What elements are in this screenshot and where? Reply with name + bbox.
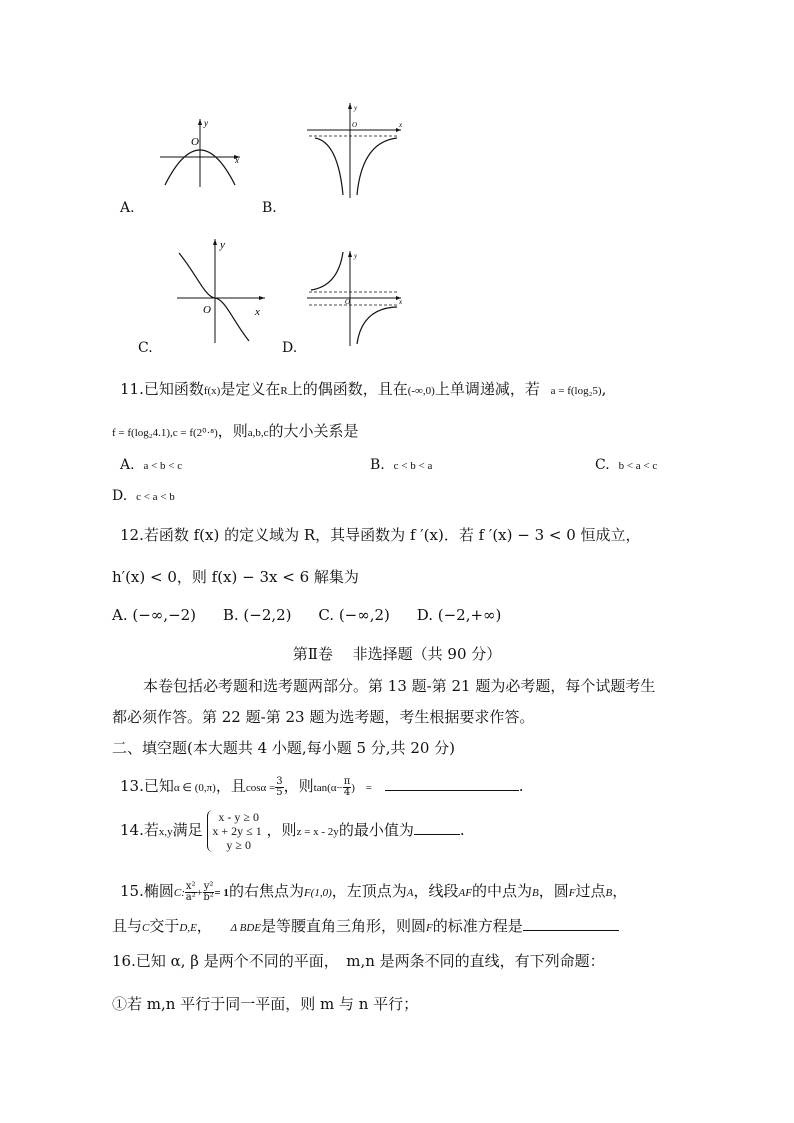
part2-intro-line1: 本卷包括必考题和选考题两部分。第 13 题-第 21 题为必考题，每个试题考生 [143, 677, 656, 695]
q14: 14.若x,y满足 x - y ≥ 0 x + 2y ≤ 1 y ≥ 0 ，则z = x - 2y的最小值为 . [120, 810, 465, 852]
graph-b-label: B. [262, 200, 277, 216]
graph-b-y-label: y [354, 104, 358, 112]
q15-line2: 且与C交于D,E， Δ BDE是等腰直角三角形，则圆F的标准方程是 [112, 915, 619, 936]
q16-line1: 16.已知 α, β 是两个不同的平面， m,n 是两条不同的直线，有下列命题： [112, 952, 605, 970]
section-heading: 二、填空题(本大题共 4 小题,每小题 5 分,共 20 分) [112, 739, 456, 757]
graph-a-label: A. [120, 200, 135, 216]
q11-line2: f = f(log₂4.1),c = f(2⁰·⁸)，则a,b,c的大小关系是 [112, 422, 359, 440]
q11-option-a: A. a < b < c [120, 457, 183, 473]
q12-options [112, 606, 501, 624]
graph-c [175, 235, 270, 345]
part2-title: 第Ⅱ卷 非选择题（共 90 分） [292, 645, 502, 663]
q13: 13.已知α ∈ (0,π)，且cosα = $\frac{3}{5}$ ，则tan(α− $\frac{\pi}{4}$ ) = . [120, 775, 524, 798]
q12-option-b: B. (−2,2) [222, 606, 292, 624]
q11-option-c: C. b < a < c [595, 457, 658, 473]
graph-d-x-label: x [399, 298, 403, 306]
q12-option-c: C. (−∞,2) [318, 606, 390, 624]
q11-option-b: B. c < b < a [370, 457, 433, 473]
q15-answer-blank[interactable] [523, 916, 619, 931]
graph-d-label: D. [282, 340, 298, 356]
q11-line1: 11.已知函数f(x)是定义在R上的偶函数，且在(-∞,0)上单调递减，若 a = f(log₂5), [120, 380, 607, 398]
graph-d-origin-label: O [345, 298, 351, 306]
q14-constraint-system: x - y ≥ 0 x + 2y ≤ 1 y ≥ 0 [207, 810, 261, 852]
graph-c-origin-label: O [203, 304, 211, 316]
graph-a-y-label: y [204, 118, 208, 128]
graph-b-x-label: x [399, 121, 403, 129]
q15-line1: 15.椭圆C: $\frac{\text{x²}}{\text{a²}}$ + $\frac{\text{y²}}{\text{b²}}$ = 1的右焦点为F(1,0)，左顶点为A，线段AF的中点为B，圆F过点B， [120, 880, 628, 903]
graph-a-x-label: x [235, 155, 239, 165]
part2-intro-line2: 都必须作答。第 22 题-第 23 题为选考题，考生根据要求作答。 [112, 708, 535, 726]
q11-option-d: D. c < a < b [112, 488, 175, 504]
graph-b [305, 100, 405, 200]
q12-option-a: A. (−∞,−2) [112, 606, 197, 624]
q13-answer-blank[interactable] [385, 776, 519, 791]
graph-b-origin-label: O [352, 121, 358, 129]
q12-option-d: D. (−2,+∞) [416, 606, 502, 624]
q12-line2: h′(x) < 0，则 f(x) − 3x < 6 解集为 [112, 568, 359, 586]
graph-a [155, 115, 250, 190]
graph-d [305, 248, 405, 348]
graph-c-y-label: y [220, 239, 225, 251]
graph-a-origin-label: O [191, 136, 199, 148]
graph-c-label: C. [138, 340, 153, 356]
q12-line1: 12.若函数 f(x) 的定义域为 R，其导函数为 f ′(x)．若 f ′(x) − 3 < 0 恒成立， [120, 526, 641, 544]
q14-answer-blank[interactable] [414, 820, 460, 835]
q16-line2: ①若 m,n 平行于同一平面，则 m 与 n 平行； [112, 995, 419, 1013]
graph-d-y-label: y [354, 252, 358, 260]
graph-c-x-label: x [255, 306, 260, 318]
